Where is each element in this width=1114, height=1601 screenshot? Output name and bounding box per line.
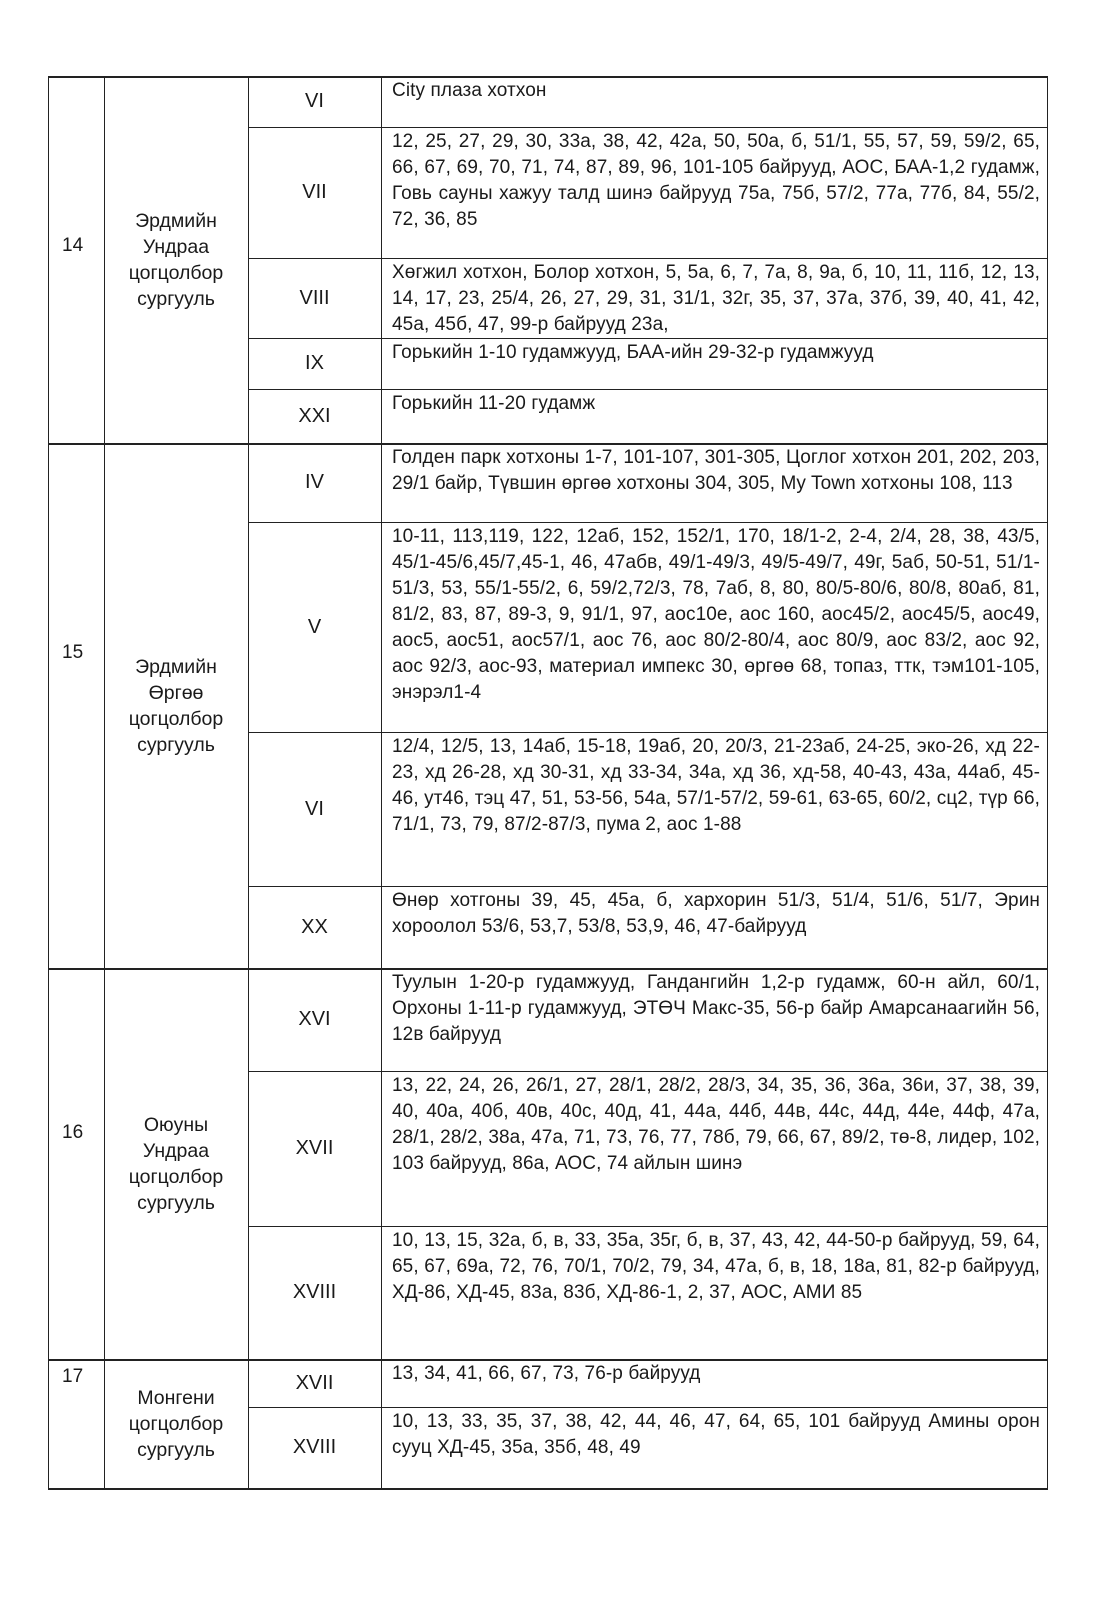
khoroo-cell: V	[307, 615, 322, 638]
column-divider	[104, 76, 105, 1488]
row-number: 15	[62, 642, 84, 663]
khoroo-cell: VI	[305, 797, 324, 820]
khoroo-cell: IX	[305, 352, 324, 374]
school-name-line: цогцолбор	[128, 707, 224, 730]
khoroo-cell: VII	[302, 181, 327, 203]
school-name-line: сургууль	[137, 287, 215, 310]
khoroo-cell: VI	[305, 90, 324, 112]
address-cell: Хөгжил хотхон, Болор хотхон, 5, 5а, 6, 7, 7а, 8, 9а, б, 10, 11, 11б, 12, 13, 14, 17, 23, 25/4, 26, 27, 29, 31, 31/1, 32г, 35, 37, 37а, 37б, 39, 40, 41, 42, 45а, 45б, 47, 99-р байрууд 23а,	[392, 262, 1040, 335]
school-name-line: Монгени	[137, 1386, 215, 1409]
address-cell: 10, 13, 15, 32а, б, в, 33, 35а, 35г, б, в, 37, 43, 42, 44-50-р байрууд, 59, 64, 65, 67, 69а, 72, 76, 70/1, 70/2, 79, 34, 47а, б, в, 18, 18а, 81, 82-р байрууд, ХД-86, ХД-45, 83а, 83б, ХД-86-1, 2, 37, АОС, АМИ 85	[392, 1230, 1040, 1303]
khoroo-cell: XVI	[298, 1008, 331, 1030]
khoroo-cell: IV	[305, 471, 324, 493]
school-name-line: сургууль	[137, 1191, 215, 1214]
address-cell: Горькийн 1-10 гудамжууд, БАА-ийн 29-32-р гудамжууд	[392, 342, 874, 363]
address-cell: 13, 34, 41, 66, 67, 73, 76-р байрууд	[392, 1363, 701, 1384]
group-divider	[48, 1488, 1048, 1490]
address-cell: 10-11, 113,119, 122, 12аб, 152, 152/1, 170, 18/1-2, 2-4, 2/4, 28, 38, 43/5, 45/1-45/6,45/7,45-1, 46, 47абв, 49/1-49/3, 49/5-49/7, 49г, 5аб, 50-51, 51/1-51/3, 53, 55/1-55/2, 6, 59/2,72/3, 78, 7аб, 8, 80, 80/5-80/6, 80/8, 80аб, 81, 81/2, 83, 87, 89-3, 9, 91/1, 97, аос10е, аос 160, аос45/2, аос45/5, аос49, аос5, аос51, аос57/1, аос 76, аос 80/2-80/4, аос 80/9, аос 83/2, аос 92, аос 92/3, аос-93, материал импекс 30, өргөө 68, топаз, ттк, тэм101-105, энэрэл1-4	[392, 526, 1040, 703]
address-cell: 10, 13, 33, 35, 37, 38, 42, 44, 46, 47, 64, 65, 101 байрууд Амины орон сууц ХД-45, 35а, 35б, 48, 49	[392, 1411, 1040, 1458]
column-divider	[248, 76, 249, 1488]
district-school-table	[48, 76, 1048, 1488]
address-cell: City плаза хотхон	[392, 80, 547, 101]
school-name-line: Ундраа	[142, 235, 210, 258]
address-cell: Голден парк хотхоны 1-7, 101-107, 301-305, Цоглог хотхон 201, 202, 203, 29/1 байр, Түвшин өргөө хотхоны 304, 305, My Town хотхоны 108, 113	[392, 447, 1040, 494]
school-name-line: Оюуны	[143, 1113, 209, 1136]
address-cell: Туулын 1-20-р гудамжууд, Гандангийн 1,2-р гудамж, 60-н айл, 60/1, Орхоны 1-11-р гудамжууд, ЭТӨЧ Макс-35, 56-р байр Амарсанаагийн 56, 12в байрууд	[392, 972, 1040, 1045]
khoroo-cell: XXI	[298, 404, 331, 427]
address-cell: Өнөр хотгоны 39, 45, 45а, б, хархорин 51/3, 51/4, 51/6, 51/7, Эрин хороолол 53/6, 53,7, 53/8, 53,9, 46, 47-байрууд	[392, 890, 1040, 937]
khoroo-cell: XX	[301, 915, 328, 938]
khoroo-cell: XVII	[295, 1371, 334, 1394]
khoroo-cell: VIII	[299, 286, 330, 309]
school-name-line: Эрдмийн	[135, 655, 217, 678]
khoroo-cell: XVIII	[292, 1281, 337, 1303]
row-number: 16	[62, 1122, 84, 1143]
school-name-line: Эрдмийн	[135, 209, 217, 232]
address-cell: 12/4, 12/5, 13, 14аб, 15-18, 19аб, 20, 20/3, 21-23аб, 24-25, эко-26, хд 22-23, хд 26-28, хд 30-31, хд 33-34, 34а, хд 36, хд-58, 40-43, 43а, 44аб, 45-46, ут46, тэц 47, 51, 53-56, 54а, 57/1-57/2, 59-61, 63-65, 60/2, сц2, түр 66, 71/1, 73, 79, 87/2-87/3, пума 2, аос 1-88	[392, 736, 1040, 835]
column-divider	[1047, 76, 1048, 1488]
school-name	[104, 1359, 248, 1488]
column-divider	[48, 76, 49, 1488]
row-number: 17	[62, 1366, 84, 1387]
school-name	[104, 443, 248, 968]
school-name-line: Ундраа	[142, 1139, 210, 1162]
khoroo-cell: XVIII	[292, 1436, 337, 1458]
khoroo-cell: XVII	[295, 1137, 334, 1159]
address-cell: 12, 25, 27, 29, 30, 33а, 38, 42, 42а, 50, 50а, б, 51/1, 55, 57, 59, 59/2, 65, 66, 67, 69, 70, 71, 74, 87, 89, 96, 101-105 байрууд, АОС, БАА-1,2 гудамж, Говь сауны хажуу талд шинэ байрууд 75а, 75б, 57/2, 77а, 77б, 84, 55/2, 72, 36, 85	[392, 131, 1040, 230]
school-name-line: сургууль	[137, 733, 215, 756]
school-name	[104, 968, 248, 1359]
school-name-line: цогцолбор	[128, 1412, 224, 1435]
address-cell: 13, 22, 24, 26, 26/1, 27, 28/1, 28/2, 28/3, 34, 35, 36, 36а, 36и, 37, 38, 39, 40, 40а, 40б, 40в, 40с, 40д, 41, 44а, 44б, 44в, 44с, 44д, 44е, 44ф, 47а, 28/1, 28/2, 38а, 47а, 71, 73, 76, 77, 78б, 79, 66, 67, 89/2, тө-8, лидер, 102, 103 байрууд, 86а, АОС, 74 айлын шинэ	[392, 1075, 1040, 1174]
column-divider	[381, 76, 382, 1488]
school-name-line: цогцолбор	[128, 1165, 224, 1188]
address-cell: Горькийн 11-20 гудамж	[392, 393, 596, 414]
school-name-line: цогцолбор	[128, 261, 224, 284]
school-name-line: сургууль	[137, 1438, 215, 1461]
school-name-line: Өргөө	[148, 681, 204, 704]
school-name	[104, 76, 248, 443]
row-number: 14	[62, 235, 84, 256]
